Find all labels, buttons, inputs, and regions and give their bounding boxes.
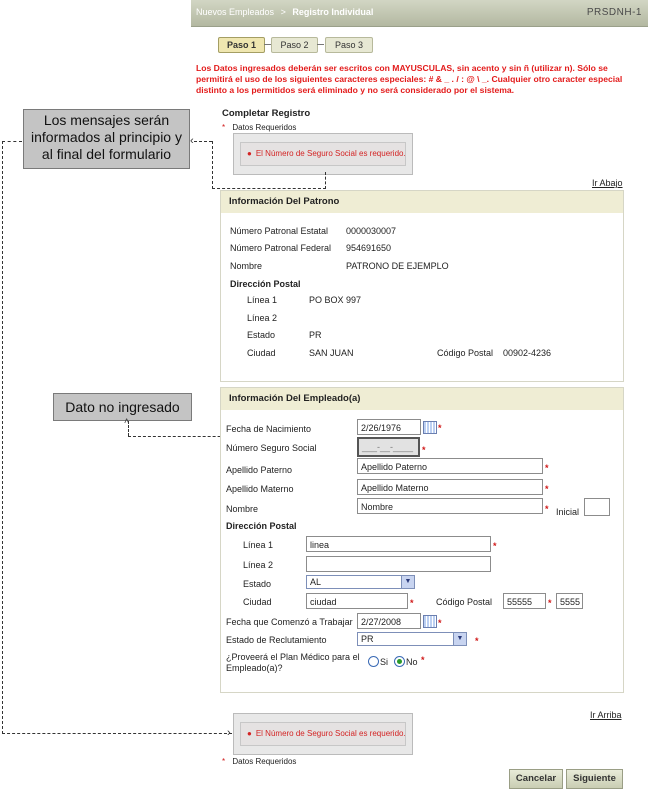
messages-callout: Los mensajes serán informados al principio y al final del formulario xyxy=(23,109,190,169)
breadcrumb-parent[interactable]: Nuevos Empleados xyxy=(196,7,275,17)
required-star: * xyxy=(475,636,479,646)
employer-postal-title: Dirección Postal xyxy=(230,279,301,289)
employee-city-label: Ciudad xyxy=(243,597,272,607)
first-name-input[interactable]: Nombre xyxy=(357,498,543,514)
required-star: * xyxy=(410,598,414,608)
dob-label: Fecha de Nacimiento xyxy=(226,424,312,434)
employee-zip-label: Código Postal xyxy=(436,597,493,607)
employee-zip-ext-input[interactable]: 5555 xyxy=(556,593,583,609)
top-error-box xyxy=(233,133,413,175)
health-plan-no-radio[interactable] xyxy=(394,656,405,667)
connector-line xyxy=(2,141,22,142)
required-note-bottom xyxy=(222,757,296,766)
error-message xyxy=(240,722,406,746)
employee-line2-input[interactable] xyxy=(306,556,491,572)
step-3-tab[interactable]: Paso 3 xyxy=(325,37,373,53)
chevron-down-icon: ▼ xyxy=(453,633,466,645)
employee-line1-input[interactable]: linea xyxy=(306,536,491,552)
employee-panel-title: Información Del Empleado(a) xyxy=(221,388,623,410)
employee-line2-label: Línea 2 xyxy=(243,560,274,570)
dob-input[interactable]: 2/26/1976 xyxy=(357,419,421,435)
cancel-button[interactable]: Cancelar xyxy=(509,769,563,789)
breadcrumb xyxy=(196,7,373,17)
employee-state-select[interactable] xyxy=(306,575,415,589)
header-bar xyxy=(191,0,648,27)
step-connector xyxy=(264,44,271,45)
breadcrumb-separator: > xyxy=(280,7,286,17)
recruit-state-value: PR xyxy=(361,634,374,644)
required-note-text: Datos Requeridos xyxy=(232,123,297,132)
calendar-icon[interactable] xyxy=(423,421,437,434)
required-star: * xyxy=(422,445,426,455)
required-star: * xyxy=(438,423,442,433)
initial-input[interactable] xyxy=(584,498,610,516)
required-star: * xyxy=(548,598,552,608)
employer-line2-label: Línea 2 xyxy=(247,313,278,323)
required-star: * xyxy=(545,484,549,494)
required-note-text: Datos Requeridos xyxy=(232,757,297,766)
arrow-right-icon: › xyxy=(227,727,231,739)
health-plan-no-label: No xyxy=(406,657,418,667)
ssn-input[interactable]: ___-__-____ xyxy=(357,437,420,457)
connector-line xyxy=(212,188,326,189)
missing-data-callout: Dato no ingresado xyxy=(53,393,192,421)
employee-zip-input[interactable]: 55555 xyxy=(503,593,546,609)
form-title: Completar Registro xyxy=(222,108,311,119)
screen-code: PRSDNH-1 xyxy=(586,7,642,18)
employer-zip-label: Código Postal xyxy=(437,348,494,358)
last-name-2-label: Apellido Materno xyxy=(226,484,294,494)
initial-label: Inicial xyxy=(556,507,580,517)
connector-line xyxy=(2,141,3,734)
required-star: * xyxy=(545,504,549,514)
uppercase-warning: Los Datos ingresados deberán ser escritos con MAYUSCULAS, sin acento y sin ñ (utilizar n). Sólo se permitirá el uso de los siguientes caracteres especiales: # & _ . / : @ \ _. Cualquier otro caracter especial distinto a los permitidos será eliminado y no será considerado por el sistema. xyxy=(196,63,623,95)
state-employer-no-label: Número Patronal Estatal xyxy=(230,226,329,236)
employer-panel xyxy=(220,190,624,382)
employer-panel-title: Información Del Patrono xyxy=(221,191,623,213)
required-star: * xyxy=(438,618,442,628)
employer-line1: PO BOX 997 xyxy=(309,295,362,305)
required-star: * xyxy=(493,541,497,551)
required-star: * xyxy=(222,757,226,766)
last-name-1-input[interactable]: Apellido Paterno xyxy=(357,458,543,474)
federal-employer-no: 954691650 xyxy=(346,243,392,253)
error-bullet-icon: ● xyxy=(247,149,252,158)
ssn-label: Número Seguro Social xyxy=(226,443,317,453)
error-message xyxy=(240,142,406,166)
federal-employer-no-label: Número Patronal Federal xyxy=(230,243,332,253)
calendar-icon[interactable] xyxy=(423,615,437,628)
step-2-tab[interactable]: Paso 2 xyxy=(271,37,318,53)
breadcrumb-current: Registro Individual xyxy=(292,7,374,17)
connector-line xyxy=(212,141,213,189)
required-star: * xyxy=(222,123,226,132)
employee-state-value: AL xyxy=(310,577,322,587)
required-note xyxy=(222,123,296,132)
employee-line1-label: Línea 1 xyxy=(243,540,274,550)
step-1-tab[interactable]: Paso 1 xyxy=(218,37,265,53)
connector-line xyxy=(194,141,212,142)
health-plan-label-1: ¿Proveerá el Plan Médico para el xyxy=(226,652,360,662)
employer-zip: 00902-4236 xyxy=(503,348,552,358)
arrow-left-icon: ‹ xyxy=(190,135,194,147)
go-up-link[interactable]: Ir Arriba xyxy=(590,710,622,720)
health-plan-label-2: Empleado(a)? xyxy=(226,663,283,673)
employee-state-label: Estado xyxy=(243,579,272,589)
bottom-error-box xyxy=(233,713,413,755)
employer-state: PR xyxy=(309,330,322,340)
recruit-state-select[interactable] xyxy=(357,632,467,646)
employer-line1-label: Línea 1 xyxy=(247,295,278,305)
start-date-input[interactable]: 2/27/2008 xyxy=(357,613,421,629)
recruit-state-label: Estado de Reclutamiento xyxy=(226,635,327,645)
last-name-2-input[interactable]: Apellido Materno xyxy=(357,479,543,495)
required-star: * xyxy=(421,655,425,665)
employer-city: SAN JUAN xyxy=(309,348,354,358)
employer-city-label: Ciudad xyxy=(247,348,276,358)
error-text: El Número de Seguro Social es requerido. xyxy=(255,149,406,158)
first-name-label: Nombre xyxy=(226,504,259,514)
employer-state-label: Estado xyxy=(247,330,276,340)
step-connector xyxy=(317,44,324,45)
start-date-label: Fecha que Comenzó a Trabajar xyxy=(226,617,353,627)
error-bullet-icon: ● xyxy=(247,729,252,738)
employer-name: PATRONO DE EJEMPLO xyxy=(346,261,449,271)
next-button[interactable]: Siguiente xyxy=(566,769,623,789)
health-plan-yes-radio[interactable] xyxy=(368,656,379,667)
employer-name-label: Nombre xyxy=(230,261,263,271)
state-employer-no: 0000030007 xyxy=(346,226,397,236)
required-star: * xyxy=(545,463,549,473)
health-plan-yes-label: Si xyxy=(380,657,389,667)
go-down-link[interactable]: Ir Abajo xyxy=(592,178,623,188)
connector-line xyxy=(2,733,232,734)
employee-postal-title: Dirección Postal xyxy=(226,521,297,531)
error-text: El Número de Seguro Social es requerido. xyxy=(255,729,406,738)
chevron-down-icon: ▼ xyxy=(401,576,414,588)
last-name-1-label: Apellido Paterno xyxy=(226,465,293,475)
arrow-up-icon: ˄ xyxy=(124,416,130,426)
employee-city-input[interactable]: ciudad xyxy=(306,593,408,609)
connector-line xyxy=(325,172,326,189)
